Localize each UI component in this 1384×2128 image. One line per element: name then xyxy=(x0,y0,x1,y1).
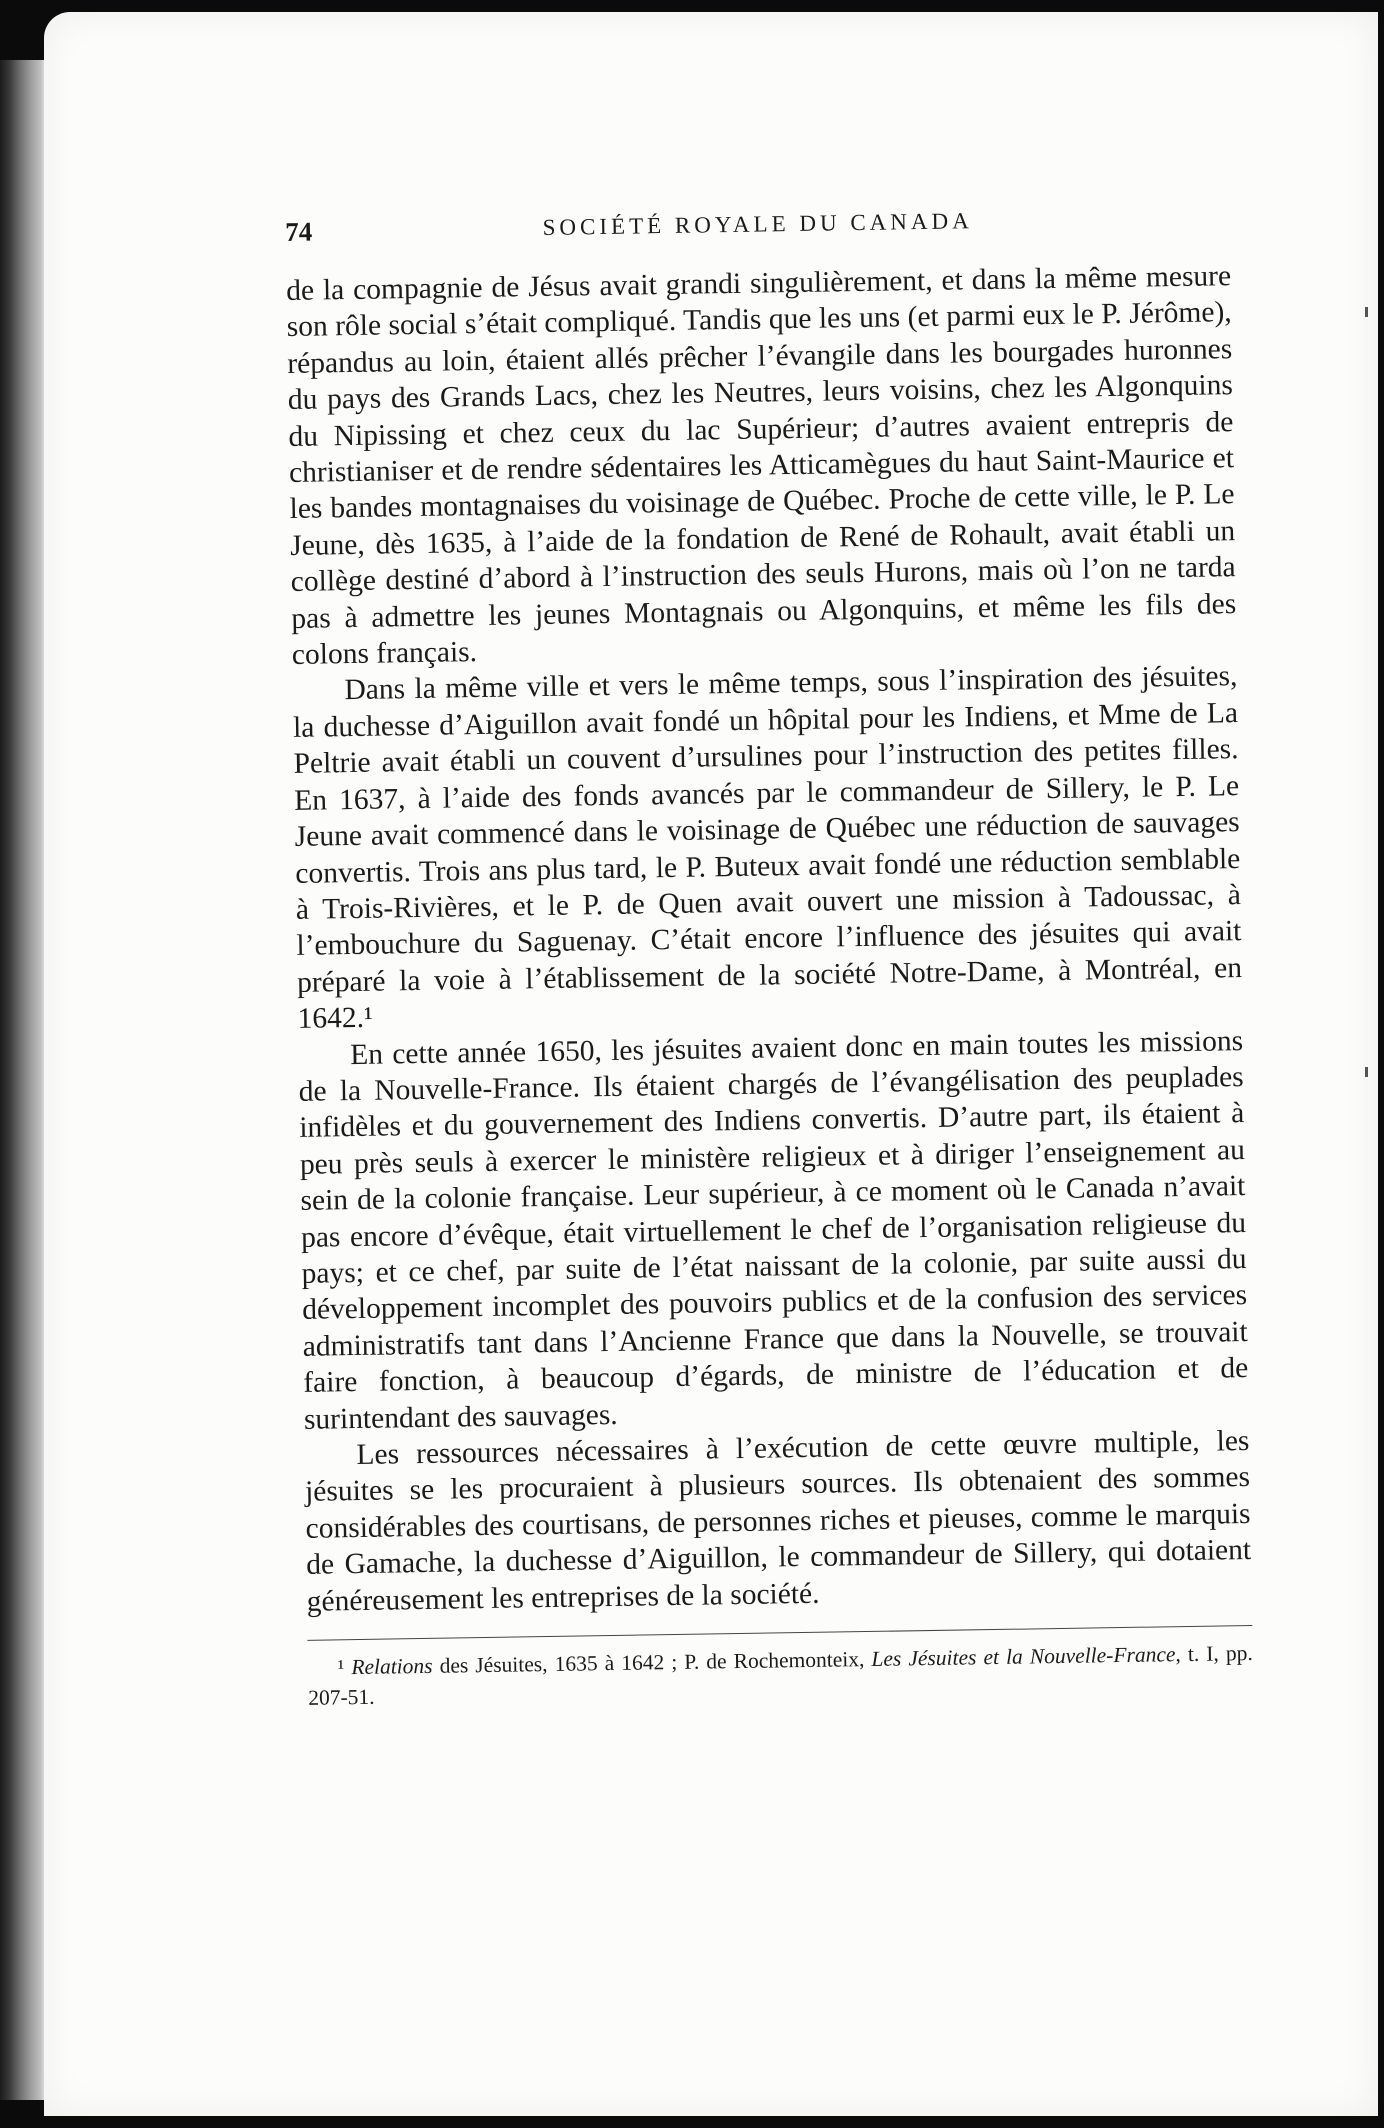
paragraph: En cette année 1650, les jésuites avaient donc en main toutes les missions de la Nouvelle-France. Ils étaient chargés de l’évangélisation des peuplades infidèles et du gouvernement des Indiens convertis. D’autre part, ils étaient à peu près seuls à exercer le ministère religieux et à diriger l’enseignement au sein de la colonie française. Leur supérieur, à ce moment où le Canada n’avait pas encore d’évêque, était virtuellement le chef de l’organisation religieuse du pays; et ce chef, par suite de l’état naissant de la colonie, par suite aussi du développement incomplet des pouvoirs publics et de la confusion des services administratifs tant dans l’Ancienne France que dans la Nouvelle, se trouvait faire fonction, à beaucoup d’égards, de ministre de l’éducation et de surintendant des sauvages. xyxy=(298,1024,1249,1436)
paragraph: de la compagnie de Jésus avait grandi singulièrement, et dans la même mesure son rôle social s’était compliqué. Tandis que les uns (et parmi eux le P. Jérôme), répandus au loin, étaient allés prêcher l’évangile dans les bourgades huronnes du pays des Grands Lacs, chez les Neutres, leurs voisins, chez les Algonquins du Nipissing et chez ceux du lac Supérieur; d’autres avaient entrepris de christianiser et de rendre sédentaires les Atticamègues du haut Saint-Maurice et les bandes montagnaises du voisinage de Québec. Proche de cette ville, le P. Le Jeune, dès 1635, à l’aide de la fondation de René de Rohault, avait établi un collège destiné d’abord à l’instruction des seuls Hurons, mais où l’on ne tarda pas à admettre les jeunes Montagnais ou Algonquins, et même les fils des colons français. xyxy=(285,260,1237,672)
running-head: SOCIÉTÉ ROYALE DU CANADA xyxy=(542,208,973,240)
book-spine-edge xyxy=(0,60,44,2100)
page-number: 74 xyxy=(285,216,313,247)
footnote-title-book: Les Jésuites et la Nouvelle-France xyxy=(871,1642,1176,1671)
footnote-pages: , t. I, pp. 207-51. xyxy=(308,1641,1253,1710)
paragraph: Dans la même ville et vers le même temps, sous l’inspiration des jésuites, la duchesse d’Aiguillon avait fondé un hôpital pour les Indiens, et Mme de La Peltrie avait établi un couvent d’ursulines pour l’instruction des petites filles. En 1637, à l’aide des fonds avancés par le commandeur de Sillery, le P. Le Jeune avait commencé dans le voisinage de Québec une réduction de sauvages convertis. Trois ans plus tard, le P. Buteux avait fondé une réduction semblable à Trois-Rivières, et le P. de Quen avait ouvert une mission à Tadoussac, à l’embouchure du Saguenay. C’était encore l’influence des jésuites qui avait préparé la voie à l’établissement de la société Notre-Dame, à Montréal, en 1642.¹ xyxy=(292,660,1243,1036)
margin-mark xyxy=(1365,1067,1368,1077)
paragraph: Les ressources nécessaires à l’exécution de cette œuvre multiple, les jésuites se les procuraient à plusieurs sources. Ils obtenaient des sommes considérables des courtisans, de personnes riches et pieuses, comme le marquis de Gamache, la duchesse d’Aiguillon, le commandeur de Sillery, qui dotaient généreusement les entreprises de la société. xyxy=(304,1425,1252,1618)
margin-mark xyxy=(1365,307,1368,317)
body-text xyxy=(286,258,1252,1620)
footnote-marker: ¹ xyxy=(337,1655,345,1680)
page-content xyxy=(285,200,1253,1713)
footnote-rule xyxy=(307,1625,1252,1641)
footnote-text: des Jésuites, 1635 à 1642 ; P. de Rochemonteix, xyxy=(432,1646,872,1678)
footnote-title-relations: Relations xyxy=(351,1653,433,1680)
